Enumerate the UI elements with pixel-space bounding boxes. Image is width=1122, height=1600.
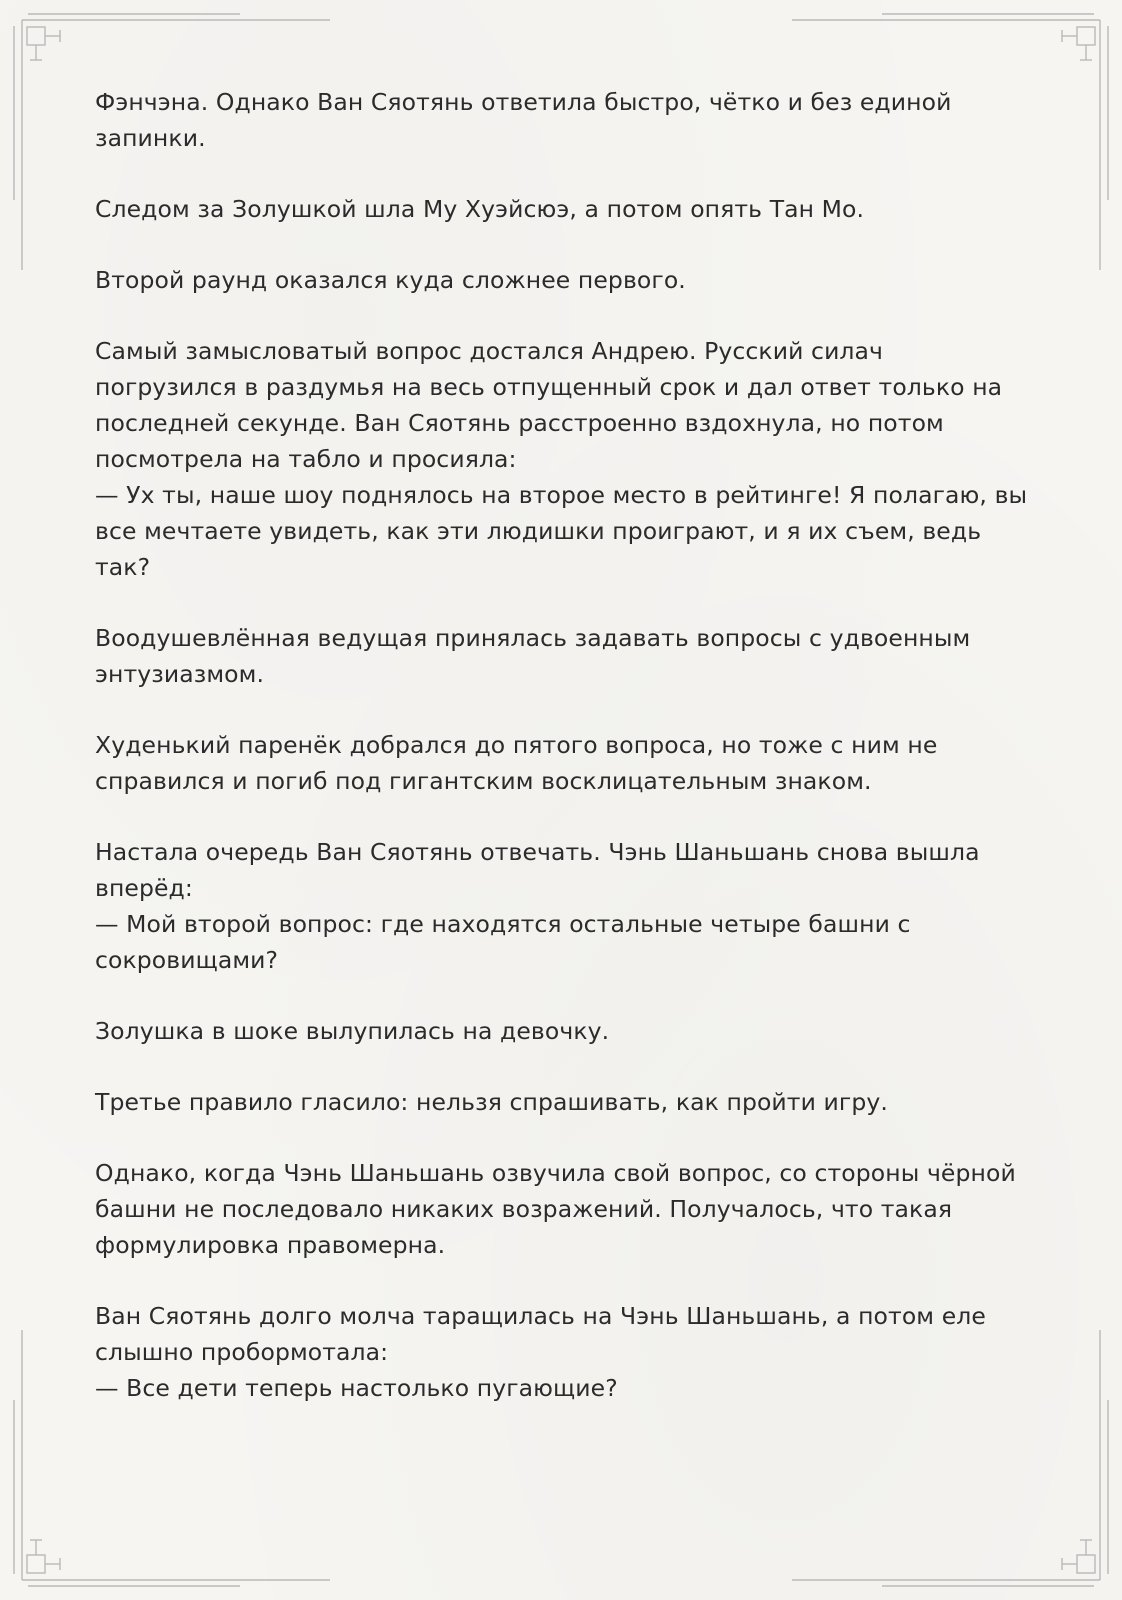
paragraph: [95, 834, 1030, 978]
paragraph: [95, 84, 1030, 156]
paragraph-line: Воодушевлённая ведущая принялась задавать вопросы с удвоенным энтузиазмом.: [95, 624, 971, 688]
dialogue-line: — Ух ты, наше шоу поднялось на второе место в рейтинге! Я полагаю, вы все мечтаете увидеть, как эти людишки проиграют, и я их съем, ведь так?: [95, 481, 1028, 581]
paragraph: [95, 727, 1030, 799]
paragraph-line: Самый замысловатый вопрос достался Андрею. Русский силач погрузился в раздумья на весь отпущенный срок и дал ответ только на последней секунде. Ван Сяотянь расстроенно вздохнула, но потом посмотрела на табло и просияла:: [95, 337, 1003, 473]
paragraph: [95, 620, 1030, 692]
paragraph-line: Фэнчэна. Однако Ван Сяотянь ответила быстро, чётко и без единой запинки.: [95, 88, 952, 152]
paragraph: [95, 1084, 1030, 1120]
dialogue-line: — Мой второй вопрос: где находятся остальные четыре башни с сокровищами?: [95, 910, 911, 974]
paragraph: [95, 1155, 1030, 1263]
paragraph-line: Худенький паренёк добрался до пятого вопроса, но тоже с ним не справился и погиб под гигантским восклицательным знаком.: [95, 731, 938, 795]
paragraph: [95, 262, 1030, 298]
paragraph: [95, 191, 1030, 227]
paragraph-line: Третье правило гласило: нельзя спрашивать, как пройти игру.: [95, 1088, 888, 1116]
paragraph: [95, 333, 1030, 585]
dialogue-line: — Все дети теперь настолько пугающие?: [95, 1374, 618, 1402]
text-body: [95, 84, 1030, 1441]
paragraph-line: Настала очередь Ван Сяотянь отвечать. Чэнь Шаньшань снова вышла вперёд:: [95, 838, 980, 902]
paragraph-line: Второй раунд оказался куда сложнее первого.: [95, 266, 686, 294]
paragraph-line: Ван Сяотянь долго молча таращилась на Чэнь Шаньшань, а потом еле слышно пробормотала:: [95, 1302, 986, 1366]
paragraph: [95, 1298, 1030, 1406]
paragraph: [95, 1013, 1030, 1049]
paragraph-line: Однако, когда Чэнь Шаньшань озвучила свой вопрос, со стороны чёрной башни не последовало никаких возражений. Получалось, что такая формулировка правомерна.: [95, 1159, 1016, 1259]
paragraph-line: Следом за Золушкой шла Му Хуэйсюэ, а потом опять Тан Мо.: [95, 195, 865, 223]
paragraph-line: Золушка в шоке вылупилась на девочку.: [95, 1017, 610, 1045]
